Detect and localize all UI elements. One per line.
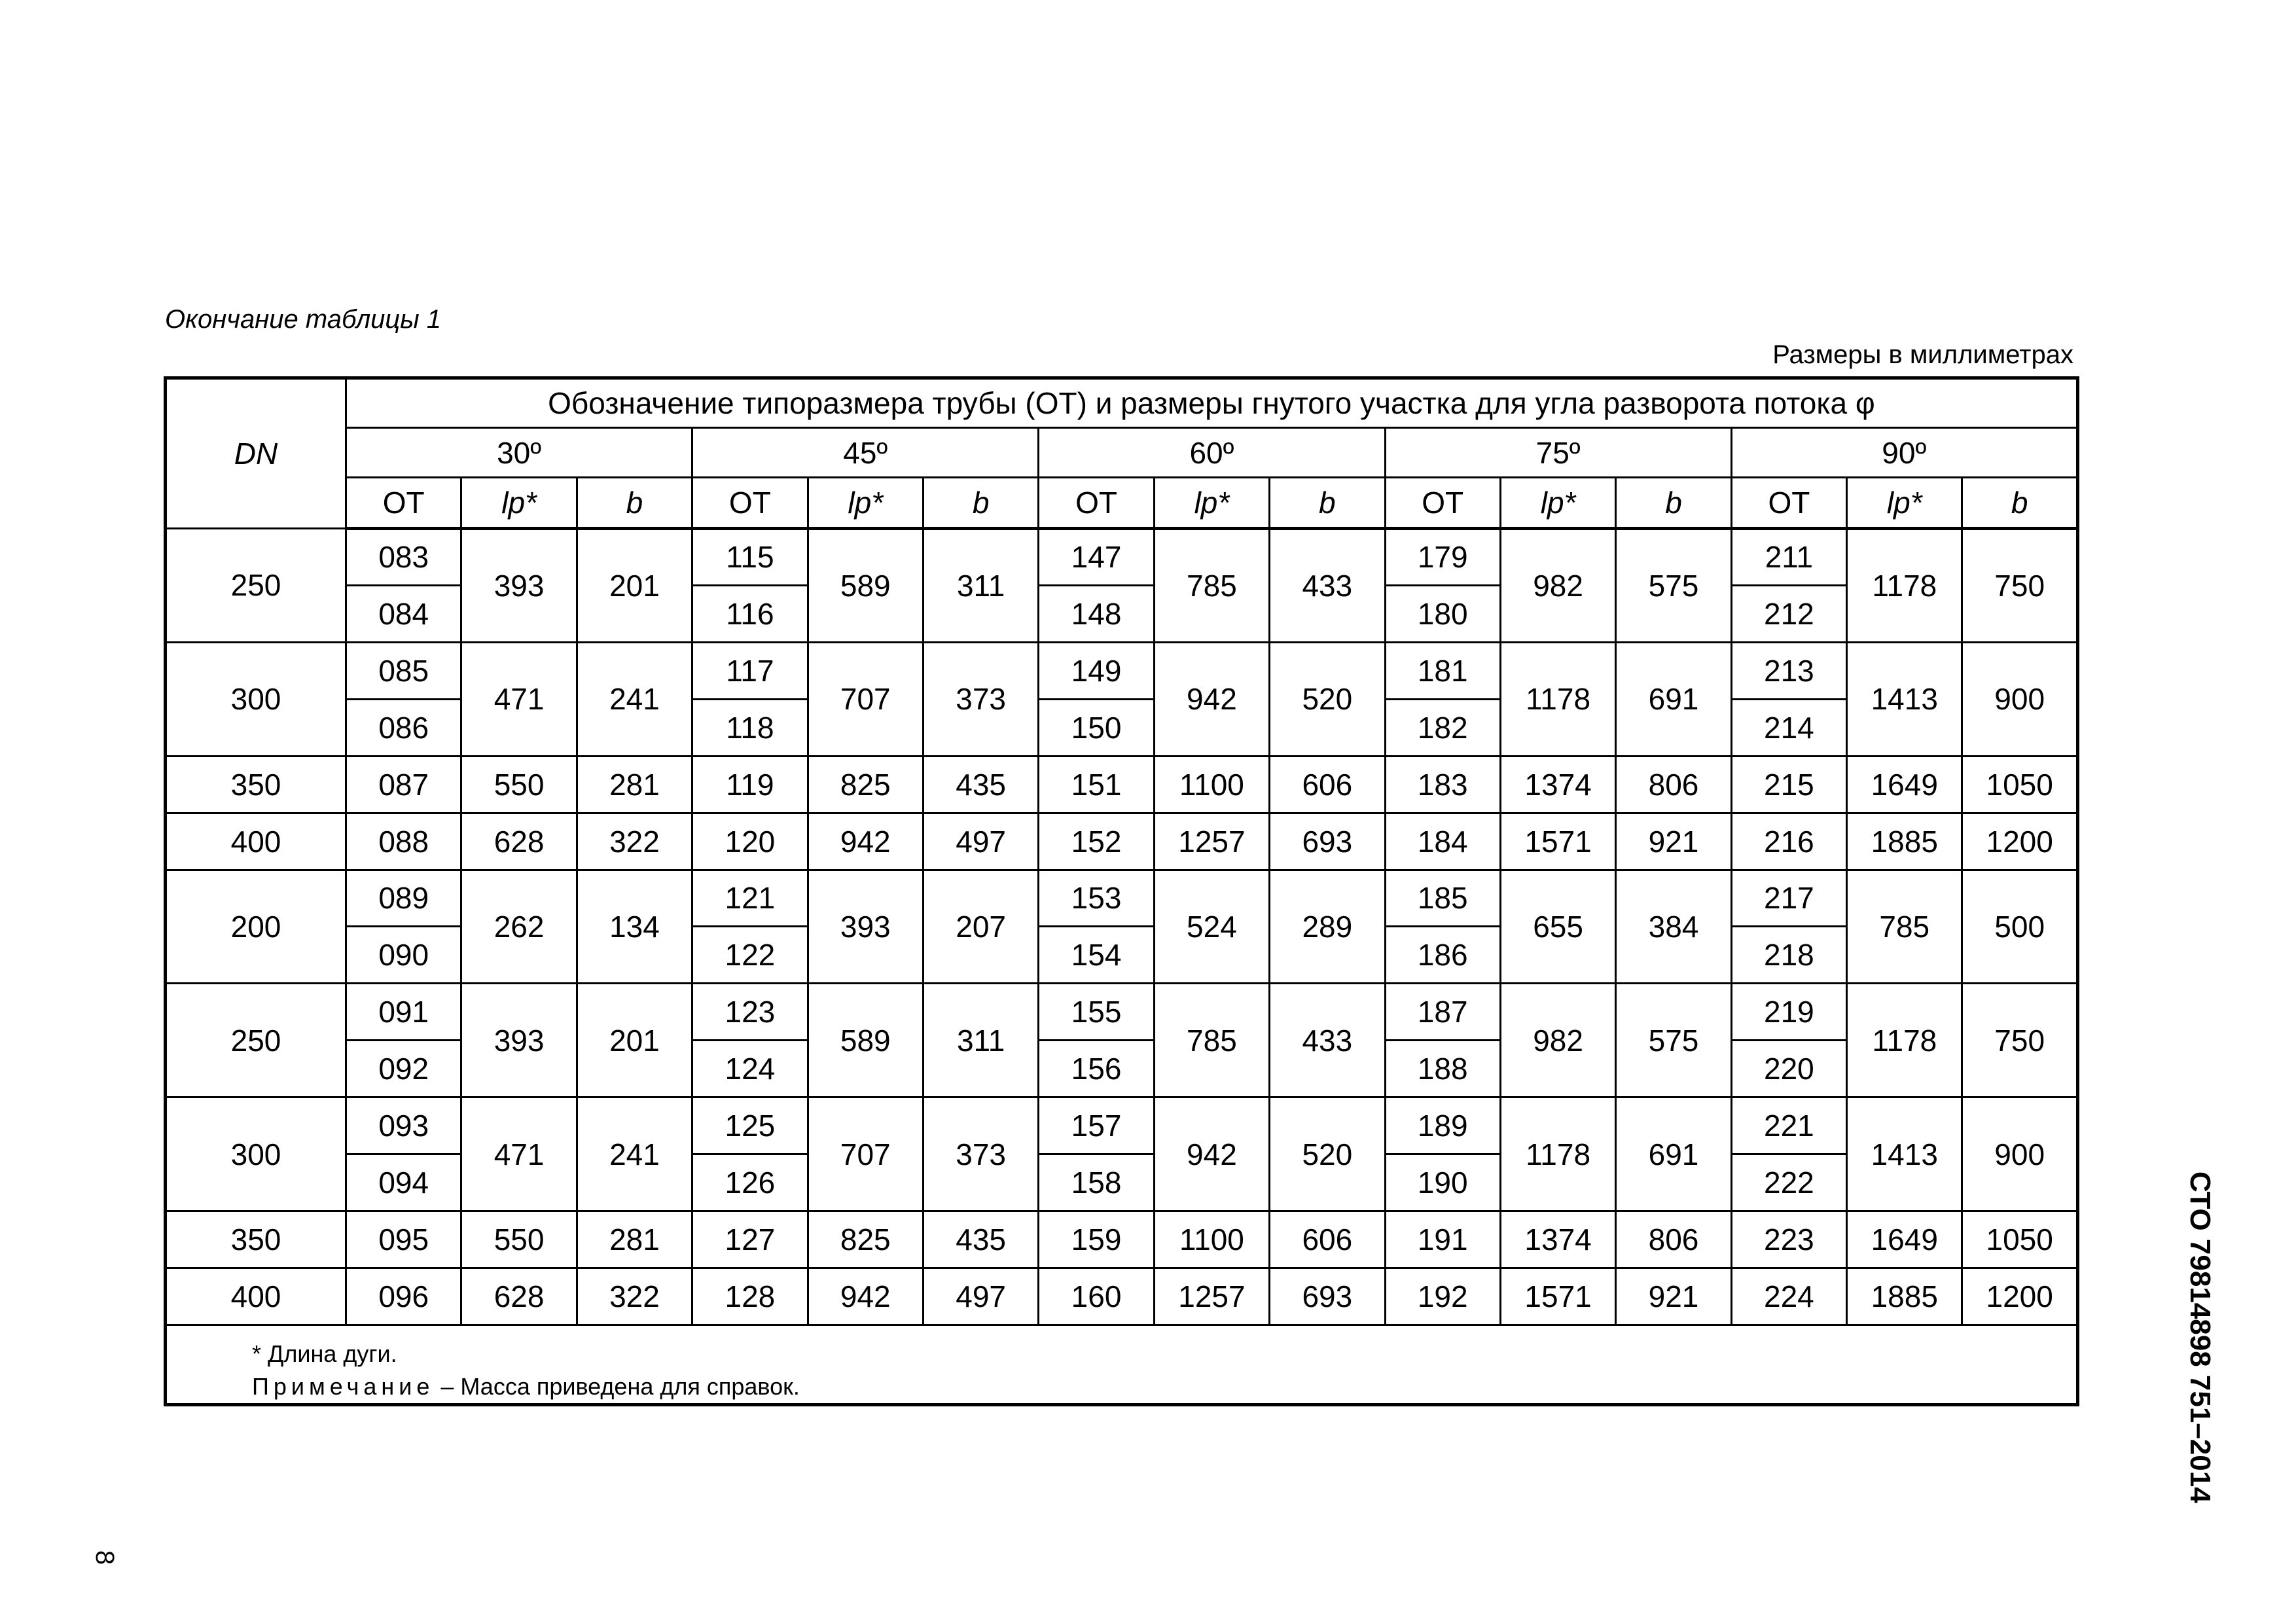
table-row bbox=[166, 927, 2078, 984]
table-row bbox=[166, 1268, 2078, 1325]
b-cell: 900 bbox=[1962, 1097, 2077, 1211]
b-cell: 750 bbox=[1962, 984, 2077, 1097]
lp-cell: 1571 bbox=[1500, 1268, 1615, 1325]
lp-cell: 524 bbox=[1154, 870, 1269, 984]
ot-cell: 218 bbox=[1731, 927, 1846, 984]
b-cell: 750 bbox=[1962, 529, 2077, 643]
lp-cell: 942 bbox=[808, 813, 923, 870]
b-cell: 575 bbox=[1616, 529, 1731, 643]
sub-header: ОТ bbox=[692, 478, 808, 529]
b-cell: 691 bbox=[1616, 1097, 1731, 1211]
sub-header: b bbox=[577, 478, 692, 529]
lp-cell: 1649 bbox=[1847, 1211, 1962, 1268]
ot-cell: 192 bbox=[1385, 1268, 1500, 1325]
table-row bbox=[166, 699, 2078, 756]
dn-cell: 400 bbox=[166, 813, 346, 870]
footnote: * Длина дуги. bbox=[252, 1340, 397, 1367]
ot-cell: 212 bbox=[1731, 585, 1846, 642]
angle-header: 45º bbox=[692, 428, 1039, 478]
b-cell: 281 bbox=[577, 756, 692, 813]
table-row bbox=[166, 585, 2078, 642]
ot-cell: 149 bbox=[1039, 642, 1154, 699]
ot-cell: 123 bbox=[692, 984, 808, 1041]
lp-cell: 942 bbox=[1154, 1097, 1269, 1211]
b-cell: 1200 bbox=[1962, 813, 2077, 870]
angle-header-row bbox=[166, 428, 2078, 478]
ot-cell: 184 bbox=[1385, 813, 1500, 870]
b-cell: 435 bbox=[923, 1211, 1038, 1268]
note bbox=[252, 1370, 2076, 1403]
b-cell: 1050 bbox=[1962, 1211, 2077, 1268]
ot-cell: 152 bbox=[1039, 813, 1154, 870]
lp-cell: 825 bbox=[808, 1211, 923, 1268]
ot-cell: 157 bbox=[1039, 1097, 1154, 1154]
lp-cell: 1257 bbox=[1154, 813, 1269, 870]
sub-header: b bbox=[1962, 478, 2077, 529]
b-cell: 322 bbox=[577, 813, 692, 870]
dn-cell: 300 bbox=[166, 1097, 346, 1211]
table-row bbox=[166, 1211, 2078, 1268]
lp-cell: 1885 bbox=[1847, 813, 1962, 870]
ot-cell: 085 bbox=[346, 642, 461, 699]
b-cell: 500 bbox=[1962, 870, 2077, 984]
ot-cell: 219 bbox=[1731, 984, 1846, 1041]
sub-header: ОТ bbox=[346, 478, 461, 529]
lp-cell: 393 bbox=[808, 870, 923, 984]
ot-cell: 180 bbox=[1385, 585, 1500, 642]
ot-cell: 150 bbox=[1039, 699, 1154, 756]
b-cell: 134 bbox=[577, 870, 692, 984]
ot-cell: 155 bbox=[1039, 984, 1154, 1041]
ot-cell: 121 bbox=[692, 870, 808, 927]
lp-cell: 942 bbox=[1154, 642, 1269, 756]
ot-cell: 188 bbox=[1385, 1041, 1500, 1097]
ot-cell: 216 bbox=[1731, 813, 1846, 870]
ot-cell: 147 bbox=[1039, 529, 1154, 586]
lp-cell: 1178 bbox=[1500, 642, 1615, 756]
lp-cell: 1178 bbox=[1847, 529, 1962, 643]
ot-cell: 083 bbox=[346, 529, 461, 586]
table-row bbox=[166, 642, 2078, 699]
lp-cell: 471 bbox=[461, 1097, 577, 1211]
sub-header-row bbox=[166, 478, 2078, 529]
b-cell: 373 bbox=[923, 642, 1038, 756]
dn-header: DN bbox=[166, 378, 346, 529]
ot-cell: 185 bbox=[1385, 870, 1500, 927]
ot-cell: 187 bbox=[1385, 984, 1500, 1041]
b-cell: 322 bbox=[577, 1268, 692, 1325]
ot-cell: 120 bbox=[692, 813, 808, 870]
lp-cell: 393 bbox=[461, 984, 577, 1097]
lp-cell: 1178 bbox=[1500, 1097, 1615, 1211]
ot-cell: 186 bbox=[1385, 927, 1500, 984]
ot-cell: 092 bbox=[346, 1041, 461, 1097]
b-cell: 806 bbox=[1616, 1211, 1731, 1268]
ot-cell: 091 bbox=[346, 984, 461, 1041]
lp-cell: 1178 bbox=[1847, 984, 1962, 1097]
b-cell: 691 bbox=[1616, 642, 1731, 756]
lp-cell: 982 bbox=[1500, 529, 1615, 643]
b-cell: 900 bbox=[1962, 642, 2077, 756]
dn-cell: 350 bbox=[166, 756, 346, 813]
b-cell: 435 bbox=[923, 756, 1038, 813]
ot-cell: 124 bbox=[692, 1041, 808, 1097]
lp-cell: 1885 bbox=[1847, 1268, 1962, 1325]
lp-cell: 628 bbox=[461, 813, 577, 870]
ot-cell: 095 bbox=[346, 1211, 461, 1268]
lp-cell: 707 bbox=[808, 642, 923, 756]
lp-cell: 628 bbox=[461, 1268, 577, 1325]
ot-cell: 089 bbox=[346, 870, 461, 927]
b-cell: 1200 bbox=[1962, 1268, 2077, 1325]
b-cell: 520 bbox=[1270, 642, 1385, 756]
lp-cell: 550 bbox=[461, 756, 577, 813]
sub-header: lp* bbox=[808, 478, 923, 529]
b-cell: 575 bbox=[1616, 984, 1731, 1097]
lp-cell: 1100 bbox=[1154, 756, 1269, 813]
pipe-dimensions-table bbox=[164, 376, 2079, 1406]
ot-cell: 117 bbox=[692, 642, 808, 699]
ot-cell: 122 bbox=[692, 927, 808, 984]
angle-header: 90º bbox=[1731, 428, 2077, 478]
ot-cell: 223 bbox=[1731, 1211, 1846, 1268]
ot-cell: 181 bbox=[1385, 642, 1500, 699]
ot-cell: 159 bbox=[1039, 1211, 1154, 1268]
ot-cell: 224 bbox=[1731, 1268, 1846, 1325]
note-label: Примечание bbox=[252, 1373, 435, 1400]
b-cell: 606 bbox=[1270, 1211, 1385, 1268]
ot-cell: 213 bbox=[1731, 642, 1846, 699]
ot-cell: 214 bbox=[1731, 699, 1846, 756]
b-cell: 520 bbox=[1270, 1097, 1385, 1211]
sub-header: ОТ bbox=[1731, 478, 1846, 529]
units-label: Размеры в миллиметрах bbox=[1772, 340, 2073, 369]
ot-cell: 094 bbox=[346, 1154, 461, 1211]
ot-cell: 190 bbox=[1385, 1154, 1500, 1211]
ot-cell: 096 bbox=[346, 1268, 461, 1325]
ot-cell: 119 bbox=[692, 756, 808, 813]
ot-cell: 127 bbox=[692, 1211, 808, 1268]
dn-cell: 300 bbox=[166, 642, 346, 756]
b-cell: 207 bbox=[923, 870, 1038, 984]
ot-cell: 182 bbox=[1385, 699, 1500, 756]
sub-header: b bbox=[923, 478, 1038, 529]
sub-header: b bbox=[1270, 478, 1385, 529]
angle-header: 60º bbox=[1039, 428, 1385, 478]
ot-cell: 116 bbox=[692, 585, 808, 642]
b-cell: 433 bbox=[1270, 529, 1385, 643]
lp-cell: 942 bbox=[808, 1268, 923, 1325]
ot-cell: 128 bbox=[692, 1268, 808, 1325]
lp-cell: 785 bbox=[1847, 870, 1962, 984]
b-cell: 241 bbox=[577, 1097, 692, 1211]
document-code: СТО 79814898 751–2014 bbox=[2184, 1171, 2216, 1503]
lp-cell: 1413 bbox=[1847, 642, 1962, 756]
ot-cell: 222 bbox=[1731, 1154, 1846, 1211]
b-cell: 281 bbox=[577, 1211, 692, 1268]
table-row bbox=[166, 813, 2078, 870]
table-notes bbox=[166, 1325, 2078, 1405]
lp-cell: 1571 bbox=[1500, 813, 1615, 870]
b-cell: 201 bbox=[577, 529, 692, 643]
lp-cell: 785 bbox=[1154, 529, 1269, 643]
angle-header: 75º bbox=[1385, 428, 1731, 478]
lp-cell: 550 bbox=[461, 1211, 577, 1268]
b-cell: 921 bbox=[1616, 1268, 1731, 1325]
lp-cell: 1374 bbox=[1500, 756, 1615, 813]
b-cell: 433 bbox=[1270, 984, 1385, 1097]
b-cell: 921 bbox=[1616, 813, 1731, 870]
ot-cell: 084 bbox=[346, 585, 461, 642]
table-row bbox=[166, 1097, 2078, 1154]
ot-cell: 086 bbox=[346, 699, 461, 756]
table-body bbox=[166, 529, 2078, 1325]
b-cell: 311 bbox=[923, 529, 1038, 643]
sub-header: lp* bbox=[1154, 478, 1269, 529]
b-cell: 693 bbox=[1270, 813, 1385, 870]
ot-cell: 158 bbox=[1039, 1154, 1154, 1211]
ot-cell: 151 bbox=[1039, 756, 1154, 813]
table-header bbox=[166, 378, 2078, 529]
ot-cell: 153 bbox=[1039, 870, 1154, 927]
sub-header: b bbox=[1616, 478, 1731, 529]
ot-cell: 183 bbox=[1385, 756, 1500, 813]
lp-cell: 785 bbox=[1154, 984, 1269, 1097]
sub-header: lp* bbox=[461, 478, 577, 529]
b-cell: 311 bbox=[923, 984, 1038, 1097]
ot-cell: 093 bbox=[346, 1097, 461, 1154]
ot-cell: 156 bbox=[1039, 1041, 1154, 1097]
lp-cell: 1649 bbox=[1847, 756, 1962, 813]
table-row bbox=[166, 1154, 2078, 1211]
lp-cell: 471 bbox=[461, 642, 577, 756]
ot-cell: 179 bbox=[1385, 529, 1500, 586]
lp-cell: 655 bbox=[1500, 870, 1615, 984]
ot-cell: 220 bbox=[1731, 1041, 1846, 1097]
table-row bbox=[166, 984, 2078, 1041]
dn-cell: 400 bbox=[166, 1268, 346, 1325]
sub-header: ОТ bbox=[1385, 478, 1500, 529]
ot-cell: 126 bbox=[692, 1154, 808, 1211]
dn-cell: 200 bbox=[166, 870, 346, 984]
lp-cell: 707 bbox=[808, 1097, 923, 1211]
main-header: Обозначение типоразмера трубы (ОТ) и размеры гнутого участка для угла разворота потока φ bbox=[346, 378, 2078, 428]
b-cell: 693 bbox=[1270, 1268, 1385, 1325]
dn-cell: 350 bbox=[166, 1211, 346, 1268]
ot-cell: 215 bbox=[1731, 756, 1846, 813]
b-cell: 201 bbox=[577, 984, 692, 1097]
dn-cell: 250 bbox=[166, 529, 346, 643]
b-cell: 384 bbox=[1616, 870, 1731, 984]
ot-cell: 160 bbox=[1039, 1268, 1154, 1325]
sub-header: lp* bbox=[1500, 478, 1615, 529]
ot-cell: 217 bbox=[1731, 870, 1846, 927]
b-cell: 497 bbox=[923, 813, 1038, 870]
table-row bbox=[166, 529, 2078, 586]
table-row bbox=[166, 870, 2078, 927]
dn-cell: 250 bbox=[166, 984, 346, 1097]
b-cell: 1050 bbox=[1962, 756, 2077, 813]
b-cell: 606 bbox=[1270, 756, 1385, 813]
lp-cell: 1413 bbox=[1847, 1097, 1962, 1211]
table-caption: Окончание таблицы 1 bbox=[165, 305, 442, 334]
lp-cell: 393 bbox=[461, 529, 577, 643]
ot-cell: 154 bbox=[1039, 927, 1154, 984]
ot-cell: 191 bbox=[1385, 1211, 1500, 1268]
angle-header: 30º bbox=[346, 428, 692, 478]
lp-cell: 1100 bbox=[1154, 1211, 1269, 1268]
lp-cell: 1374 bbox=[1500, 1211, 1615, 1268]
sub-header: lp* bbox=[1847, 478, 1962, 529]
ot-cell: 211 bbox=[1731, 529, 1846, 586]
b-cell: 806 bbox=[1616, 756, 1731, 813]
lp-cell: 825 bbox=[808, 756, 923, 813]
b-cell: 241 bbox=[577, 642, 692, 756]
lp-cell: 589 bbox=[808, 984, 923, 1097]
lp-cell: 1257 bbox=[1154, 1268, 1269, 1325]
ot-cell: 087 bbox=[346, 756, 461, 813]
b-cell: 289 bbox=[1270, 870, 1385, 984]
ot-cell: 221 bbox=[1731, 1097, 1846, 1154]
table-row bbox=[166, 1041, 2078, 1097]
ot-cell: 088 bbox=[346, 813, 461, 870]
ot-cell: 115 bbox=[692, 529, 808, 586]
ot-cell: 125 bbox=[692, 1097, 808, 1154]
lp-cell: 982 bbox=[1500, 984, 1615, 1097]
note-text: – Масса приведена для справок. bbox=[434, 1373, 800, 1400]
lp-cell: 589 bbox=[808, 529, 923, 643]
table-row bbox=[166, 756, 2078, 813]
ot-cell: 118 bbox=[692, 699, 808, 756]
b-cell: 373 bbox=[923, 1097, 1038, 1211]
lp-cell: 262 bbox=[461, 870, 577, 984]
ot-cell: 189 bbox=[1385, 1097, 1500, 1154]
ot-cell: 148 bbox=[1039, 585, 1154, 642]
ot-cell: 090 bbox=[346, 927, 461, 984]
b-cell: 497 bbox=[923, 1268, 1038, 1325]
sub-header: ОТ bbox=[1039, 478, 1154, 529]
page-number: 8 bbox=[90, 1550, 119, 1565]
